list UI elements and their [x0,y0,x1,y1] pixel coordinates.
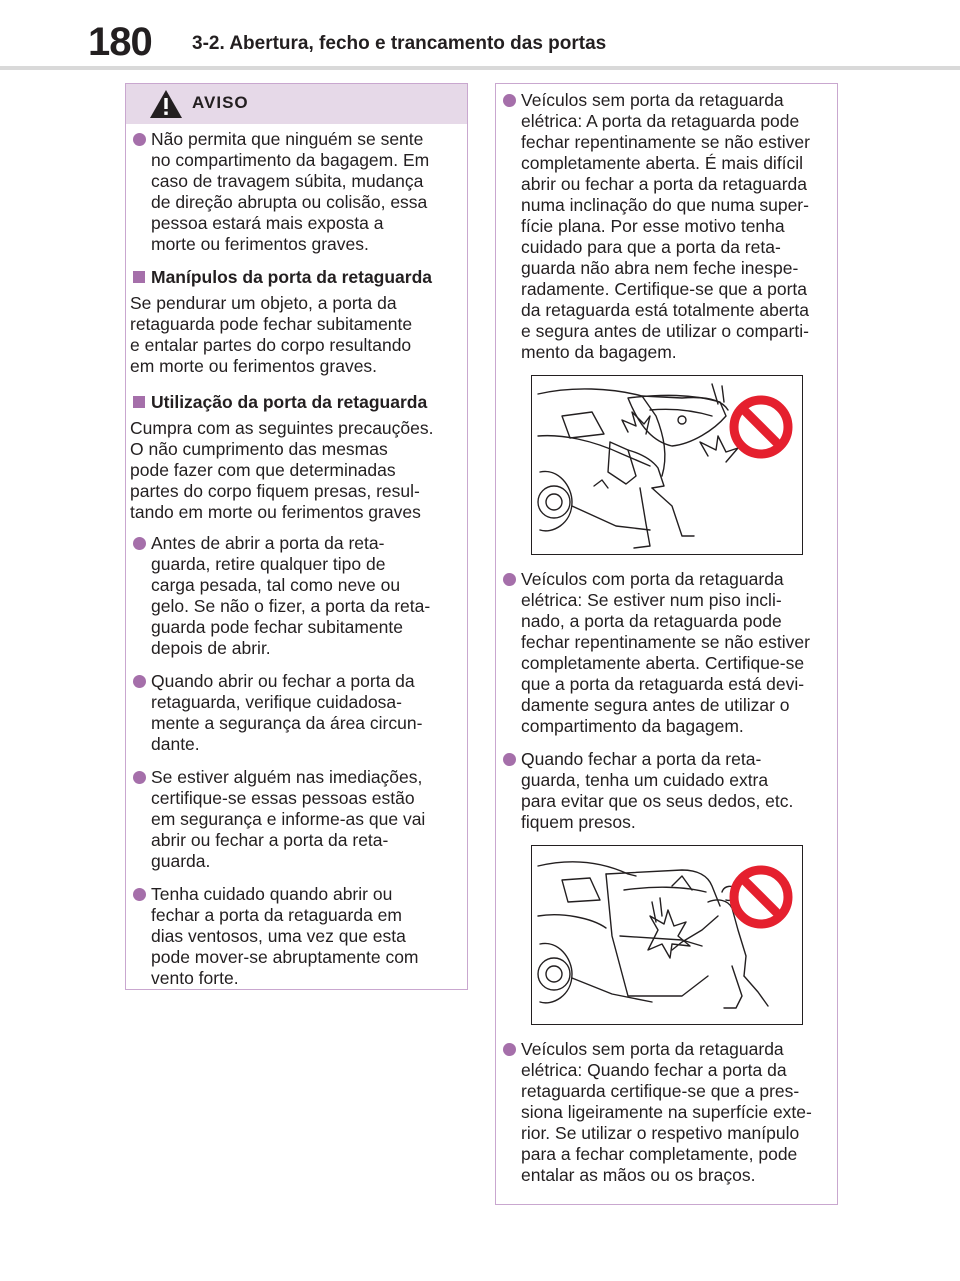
prohibited-icon [729,395,793,459]
square-bullet-icon [133,271,145,283]
warning-box-right [495,83,838,1205]
page-number: 180 [88,20,152,64]
bullet-item [130,671,459,755]
bullet-line: guarda não abra nem feche inespe- [521,258,799,278]
bullet-line: morte ou ferimentos graves. [151,234,369,254]
bullet-line: completamente aberta. Certifique-se [521,653,805,673]
bullet-line: que a porta da retaguarda está devi- [521,674,805,694]
bullet-line: Quando abrir ou fechar a porta da [151,671,415,691]
page-header [0,0,960,78]
bullet-line: pessoa estará mais exposta a [151,213,384,233]
bullet-line: radamente. Certifique-se que a porta [521,279,807,299]
subheading [130,392,459,413]
bullet-item [130,884,459,989]
bullet-item [130,533,459,659]
bullet-line: fechar repentinamente se não estiver [521,632,810,652]
paragraph-line: tando em morte ou ferimentos graves [130,502,421,522]
bullet-line: fície plana. Por esse motivo tenha [521,216,785,236]
subheading-text: Manípulos da porta da retaguarda [151,267,433,287]
bullet-dot-icon [503,573,516,586]
bullet-line: elétrica: Quando fechar a porta da [521,1060,787,1080]
bullet-line: de direção abrupta ou colisão, essa [151,192,428,212]
bullet-line: caso de travagem súbita, mudança [151,171,424,191]
bullet-dot-icon [503,1043,516,1056]
bullet-line: carga pesada, tal como neve ou [151,575,401,595]
warning-triangle-icon [149,89,183,119]
paragraph-line: pode fazer com que determinadas [130,460,396,480]
bullet-item [500,749,829,833]
paragraph [130,418,459,523]
bullet-line: compartimento da bagagem. [521,716,744,736]
bullet-line: numa inclinação do que numa super- [521,195,809,215]
bullet-dot-icon [133,675,146,688]
bullet-line: retaguarda, verifique cuidadosa- [151,692,402,712]
bullet-line: completamente aberta. É mais difícil [521,153,804,173]
bullet-line: guarda, retire qualquer tipo de [151,554,386,574]
bullet-line: certifique-se essas pessoas estão [151,788,415,808]
bullet-line: gelo. Se não o fizer, a porta da reta- [151,596,431,616]
bullet-dot-icon [133,133,146,146]
bullet-line: Quando fechar a porta da reta- [521,749,762,769]
aviso-band [126,84,467,124]
bullet-item [500,1039,829,1186]
bullet-dot-icon [133,537,146,550]
bullet-line: dante. [151,734,200,754]
bullet-line: fechar repentinamente se não estiver [521,132,810,152]
paragraph-line: retaguarda pode fechar subitamente [130,314,413,334]
bullet-line: entalar as mãos ou os braços. [521,1165,756,1185]
bullet-line: Veículos sem porta da retaguarda [521,90,784,110]
bullet-line: pode mover-se abruptamente com [151,947,419,967]
bullet-line: fechar a porta da retaguarda em [151,905,402,925]
aviso-label: AVISO [192,93,249,112]
bullet-line: vento forte. [151,968,239,988]
illustration-tailgate-closing [531,845,803,1025]
bullet-line: em segurança e informe-as que vai [151,809,426,829]
bullet-line: nado, a porta da retaguarda pode [521,611,782,631]
paragraph-line: em morte ou ferimentos graves. [130,356,378,376]
bullet-line: guarda, tenha um cuidado extra [521,770,769,790]
bullet-line: siona ligeiramente na superfície exte- [521,1102,812,1122]
paragraph [130,293,459,377]
bullet-dot-icon [503,753,516,766]
bullet-line: abrir ou fechar a porta da retaguarda [521,174,808,194]
square-bullet-icon [133,396,145,408]
bullet-line: para a fechar completamente, pode [521,1144,798,1164]
bullet-dot-icon [133,771,146,784]
paragraph-line: e entalar partes do corpo resultando [130,335,412,355]
bullet-line: Se estiver alguém nas imediações, [151,767,423,787]
bullet-line: Veículos com porta da retaguarda [521,569,784,589]
bullet-line: Tenha cuidado quando abrir ou [151,884,393,904]
paragraph-line: partes do corpo fiquem presas, resul- [130,481,420,501]
warning-box-left [125,83,468,990]
paragraph-line: O não cumprimento das mesmas [130,439,388,459]
bullet-line: mente a segurança da área circun- [151,713,423,733]
bullet-item [500,90,829,363]
bullet-line: dias ventosos, uma vez que esta [151,926,406,946]
section-title: 3-2. Abertura, fecho e trancamento das portas [192,33,607,54]
paragraph-line: Se pendurar um objeto, a porta da [130,293,397,313]
paragraph-line: Cumpra com as seguintes precauções. [130,418,434,438]
bullet-line: no compartimento da bagagem. Em [151,150,430,170]
bullet-item [500,569,829,737]
bullet-line: da retaguarda está totalmente aberta [521,300,809,320]
bullet-line: fiquem presos. [521,812,636,832]
bullet-line: rior. Se utilizar o respetivo manípulo [521,1123,800,1143]
bullet-line: guarda pode fechar subitamente [151,617,403,637]
bullet-item [130,767,459,872]
bullet-line: Não permita que ninguém se sente [151,129,424,149]
left-content [130,129,459,1001]
bullet-line: depois de abrir. [151,638,271,658]
bullet-line: elétrica: A porta da retaguarda pode [521,111,800,131]
bullet-line: e segura antes de utilizar o comparti- [521,321,809,341]
bullet-line: mento da bagagem. [521,342,677,362]
bullet-line: Antes de abrir a porta da reta- [151,533,385,553]
header-rule [0,66,960,70]
bullet-line: cuidado para que a porta da reta- [521,237,781,257]
subheading-text: Utilização da porta da retaguarda [151,392,428,412]
bullet-line: para evitar que os seus dedos, etc. [521,791,794,811]
bullet-line: retaguarda certifique-se que a pres- [521,1081,800,1101]
bullet-line: elétrica: Se estiver num piso incli- [521,590,782,610]
bullet-line: damente segura antes de utilizar o [521,695,790,715]
bullet-dot-icon [133,888,146,901]
prohibited-icon [729,865,793,929]
bullet-line: Veículos sem porta da retaguarda [521,1039,784,1059]
bullet-dot-icon [503,94,516,107]
subheading [130,267,459,288]
illustration-tailgate-opening [531,375,803,555]
bullet-line: guarda. [151,851,211,871]
right-content [500,90,829,1198]
bullet-line: abrir ou fechar a porta da reta- [151,830,389,850]
bullet-item [130,129,459,255]
